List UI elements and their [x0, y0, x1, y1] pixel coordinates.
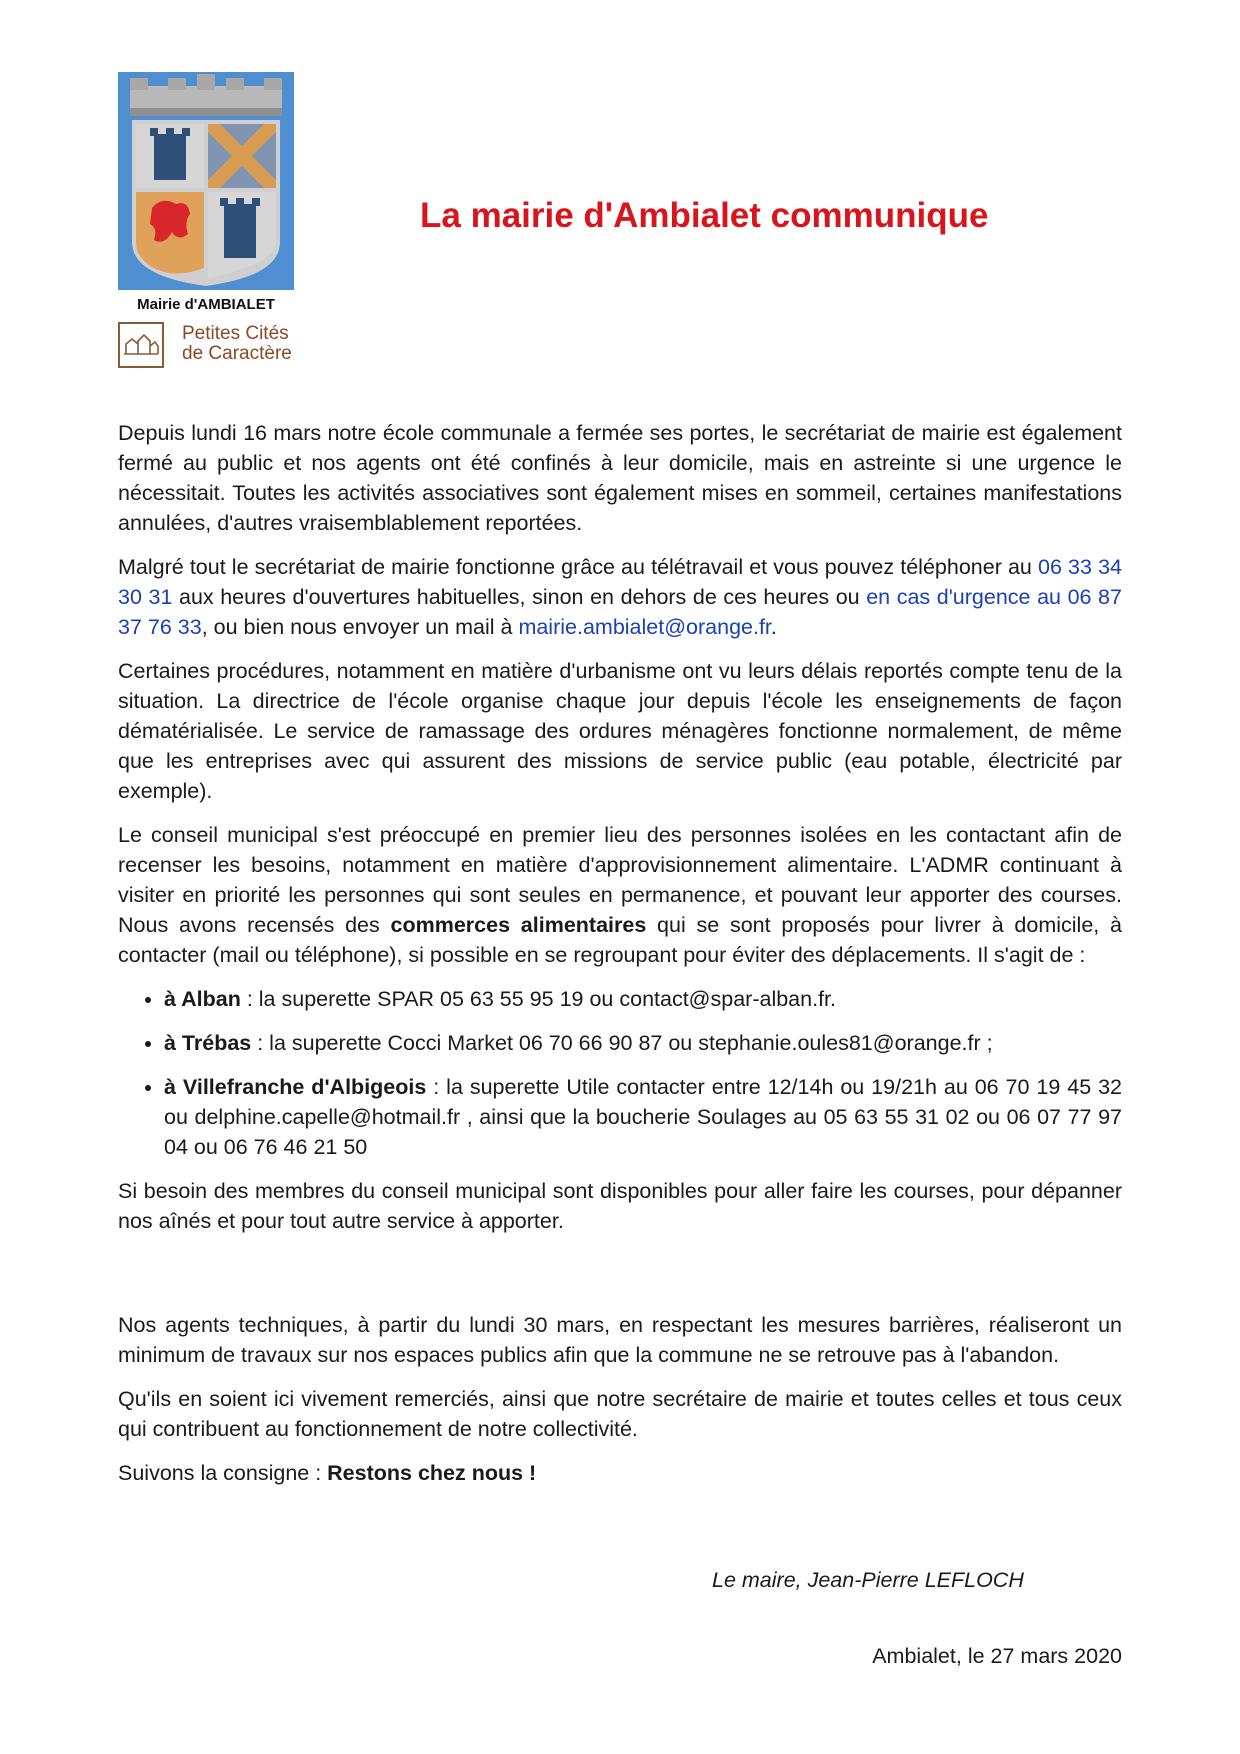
petites-cites-logo [118, 320, 308, 370]
contact-text-d: . [770, 615, 777, 639]
paragraph-volunteers: Si besoin des membres du conseil municipal sont disponibles pour aller faire les courses, pour dépanner nos aînés et pour tout autre service à apporter. [118, 1179, 1122, 1233]
contact-text-b: aux heures d'ouvertures habituelles, sinon en dehors de ces heures ou [172, 585, 867, 609]
contact-text-c: , ou bien nous envoyer un mail à [201, 615, 519, 639]
paragraph-consigne [118, 1458, 1122, 1488]
paragraph-thanks: Qu'ils en soient ici vivement remerciés, ainsi que notre secrétaire de mairie et toutes celles et tous ceux qui contribuent au fonctionnement de notre collectivité. [118, 1387, 1122, 1441]
page-title: La mairie d'Ambialet communique [420, 196, 989, 235]
shops-list [118, 984, 1122, 1162]
paragraph-contact [118, 552, 1122, 642]
list-item [164, 984, 1122, 1014]
paragraph-procedures: Certaines procédures, notamment en matière d'urbanisme ont vu leurs délais reportés compte tenu de la situation. La directrice de l'école organise chaque jour depuis l'école les enseignements de façon dématérialisée. Le service de ramassage des ordures ménagères fonctionne normalement, de même que les entreprises avec qui assurent des missions de service public (eau potable, électricité par exemple). [118, 659, 1122, 803]
list-item [164, 1072, 1122, 1162]
consigne-text: Suivons la consigne : [118, 1461, 328, 1485]
shop-details: : la superette Cocci Market 06 70 66 90 87 ou stephanie.oules81@orange.fr ; [251, 1031, 993, 1055]
list-item [164, 1028, 1122, 1058]
pcc-line-2: de Caractère [182, 343, 292, 364]
signature: Le maire, Jean-Pierre LEFLOCH [712, 1568, 1024, 1592]
paragraph-agents: Nos agents techniques, à partir du lundi 30 mars, en respectant les mesures barrières, réaliseront un minimum de travaux sur nos espaces publics afin que la commune ne se retrouve pas à l'abandon. [118, 1313, 1122, 1367]
mairie-phone-link[interactable]: 06 33 34 30 31 [118, 555, 1122, 609]
coat-of-arms-logo [118, 72, 294, 290]
council-bold-commerces: commerces alimentaires [390, 913, 647, 937]
paragraph-schools-closed: Depuis lundi 16 mars notre école communale a fermée ses portes, le secrétariat de mairie est également fermé au public et nos agents ont été confinés à leur domicile, mais en astreinte si une urgence le nécessitait. Toutes les activités associatives sont également mises en sommeil, certaines manifestations annulées, d'autres vraisemblablement reportées. [118, 421, 1122, 535]
shop-details: : la superette Utile contacter entre 12/14h ou 19/21h au 06 70 19 45 32 ou delphine.capelle@hotmail.fr , ainsi que la boucherie Soulages au 05 63 55 31 02 ou 06 07 77 97 04 ou 06 76 46 21 50 [164, 1075, 1123, 1159]
contact-text-a: Malgré tout le secrétariat de mairie fonctionne grâce au télétravail et vous pouvez téléphoner au [118, 555, 1039, 579]
crest-caption: Mairie d'AMBIALET [137, 296, 275, 313]
council-text-a: Le conseil municipal s'est préoccupé en premier lieu des personnes isolées en les contactant afin de recenser les besoins, notamment en matière d'approvisionnement alimentaire. L'ADMR continuant à visiter en priorité les personnes qui sont seules en permanence, et pouvant leur apporter des courses. Nous avons recensés des [118, 823, 1122, 937]
mairie-email-link[interactable]: mairie.ambialet@orange.fr [518, 615, 771, 639]
shop-place: à Alban [164, 987, 241, 1011]
council-text-b: qui se sont proposés pour livrer à domicile, à contacter (mail ou téléphone), si possible en se regroupant pour éviter des déplacements. Il s'agit de : [118, 913, 1122, 967]
shop-details: : la superette SPAR 05 63 55 95 19 ou contact@spar-alban.fr. [240, 987, 836, 1011]
houses-icon [118, 322, 164, 368]
petites-cites-text [182, 324, 292, 364]
pcc-line-1: Petites Cités [182, 323, 289, 344]
shop-place: à Villefranche d'Albigeois [164, 1075, 427, 1099]
urgence-phone-link[interactable]: en cas d'urgence au 06 87 37 76 33 [118, 585, 1122, 639]
date-line: Ambialet, le 27 mars 2020 [872, 1644, 1122, 1668]
letter-body [118, 418, 1122, 1502]
shop-place: à Trébas [164, 1031, 252, 1055]
consigne-bold: Restons chez nous ! [327, 1461, 537, 1485]
spacer [118, 1250, 1122, 1310]
paragraph-council [118, 820, 1122, 970]
